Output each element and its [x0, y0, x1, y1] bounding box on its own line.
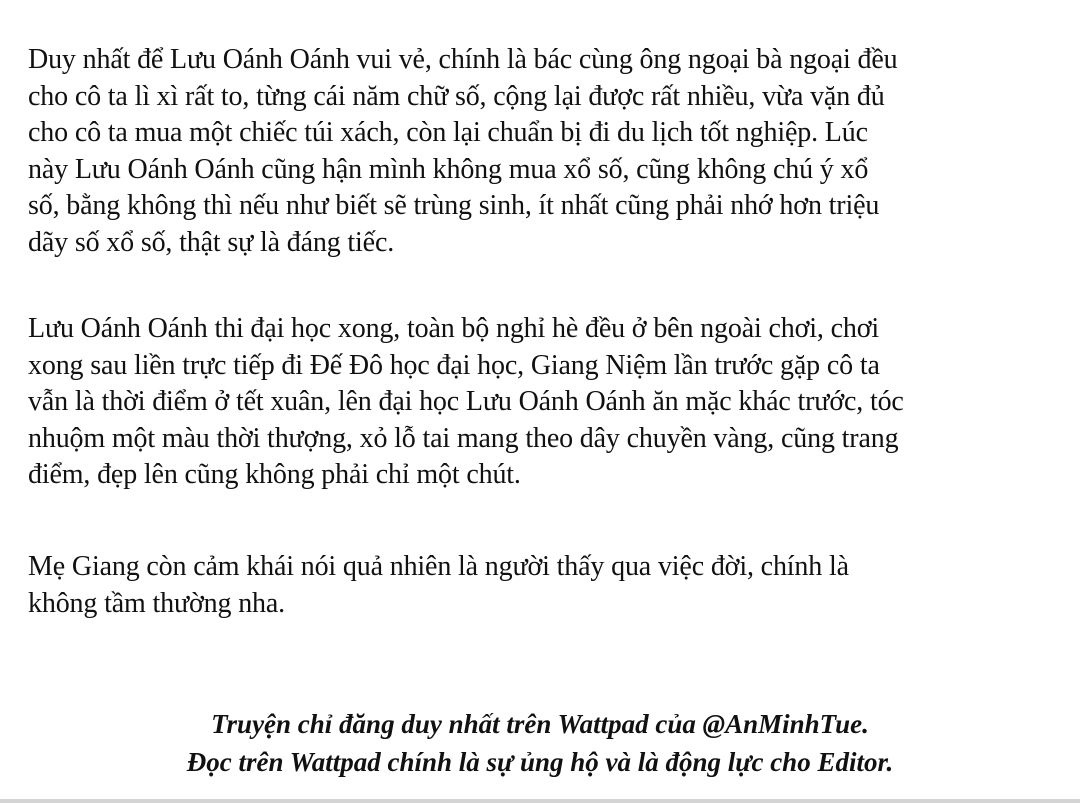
text-line: nhuộm một màu thời thượng, xỏ lỗ tai mang theo dây chuyền vàng, cũng trang	[28, 422, 899, 454]
text-line: cho cô ta mua một chiếc túi xách, còn lại chuẩn bị đi du lịch tốt nghiệp. Lúc	[28, 117, 868, 149]
paragraph-2	[28, 311, 1058, 494]
text-line: không tầm thường nha.	[28, 587, 286, 619]
footer-line-wattpad-notice: Truyện chỉ đăng duy nhất trên Wattpad của @AnMinhTue.	[211, 709, 869, 739]
text-line: xong sau liền trực tiếp đi Đế Đô học đại học, Giang Niệm lần trước gặp cô ta	[28, 349, 880, 381]
text-line: vẫn là thời điểm ở tết xuân, lên đại học Lưu Oánh Oánh ăn mặc khác trước, tóc	[28, 386, 904, 418]
footer-note	[0, 705, 1080, 781]
text-line: điểm, đẹp lên cũng không phải chỉ một chút.	[28, 459, 521, 491]
paragraph-1	[28, 42, 1058, 262]
text-line: này Lưu Oánh Oánh cũng hận mình không mua xổ số, cũng không chú ý xổ	[28, 153, 869, 185]
text-line: dãy số xổ số, thật sự là đáng tiếc.	[28, 226, 395, 258]
text-line: cho cô ta lì xì rất to, từng cái năm chữ số, cộng lại được rất nhiều, vừa vặn đủ	[28, 80, 885, 112]
bottom-divider	[0, 799, 1080, 803]
paragraph-3	[28, 549, 1058, 622]
text-line: Mẹ Giang còn cảm khái nói quả nhiên là người thấy qua việc đời, chính là	[28, 551, 849, 582]
footer-line-support-notice: Đọc trên Wattpad chính là sự ủng hộ và là động lực cho Editor.	[186, 747, 894, 777]
text-line: Lưu Oánh Oánh thi đại học xong, toàn bộ nghỉ hè đều ở bên ngoài chơi, chơi	[28, 313, 879, 344]
text-line: Duy nhất để Lưu Oánh Oánh vui vẻ, chính là bác cùng ông ngoại bà ngoại đều	[28, 44, 898, 75]
text-line: số, bằng không thì nếu như biết sẽ trùng sinh, ít nhất cũng phải nhớ hơn triệu	[28, 190, 880, 222]
